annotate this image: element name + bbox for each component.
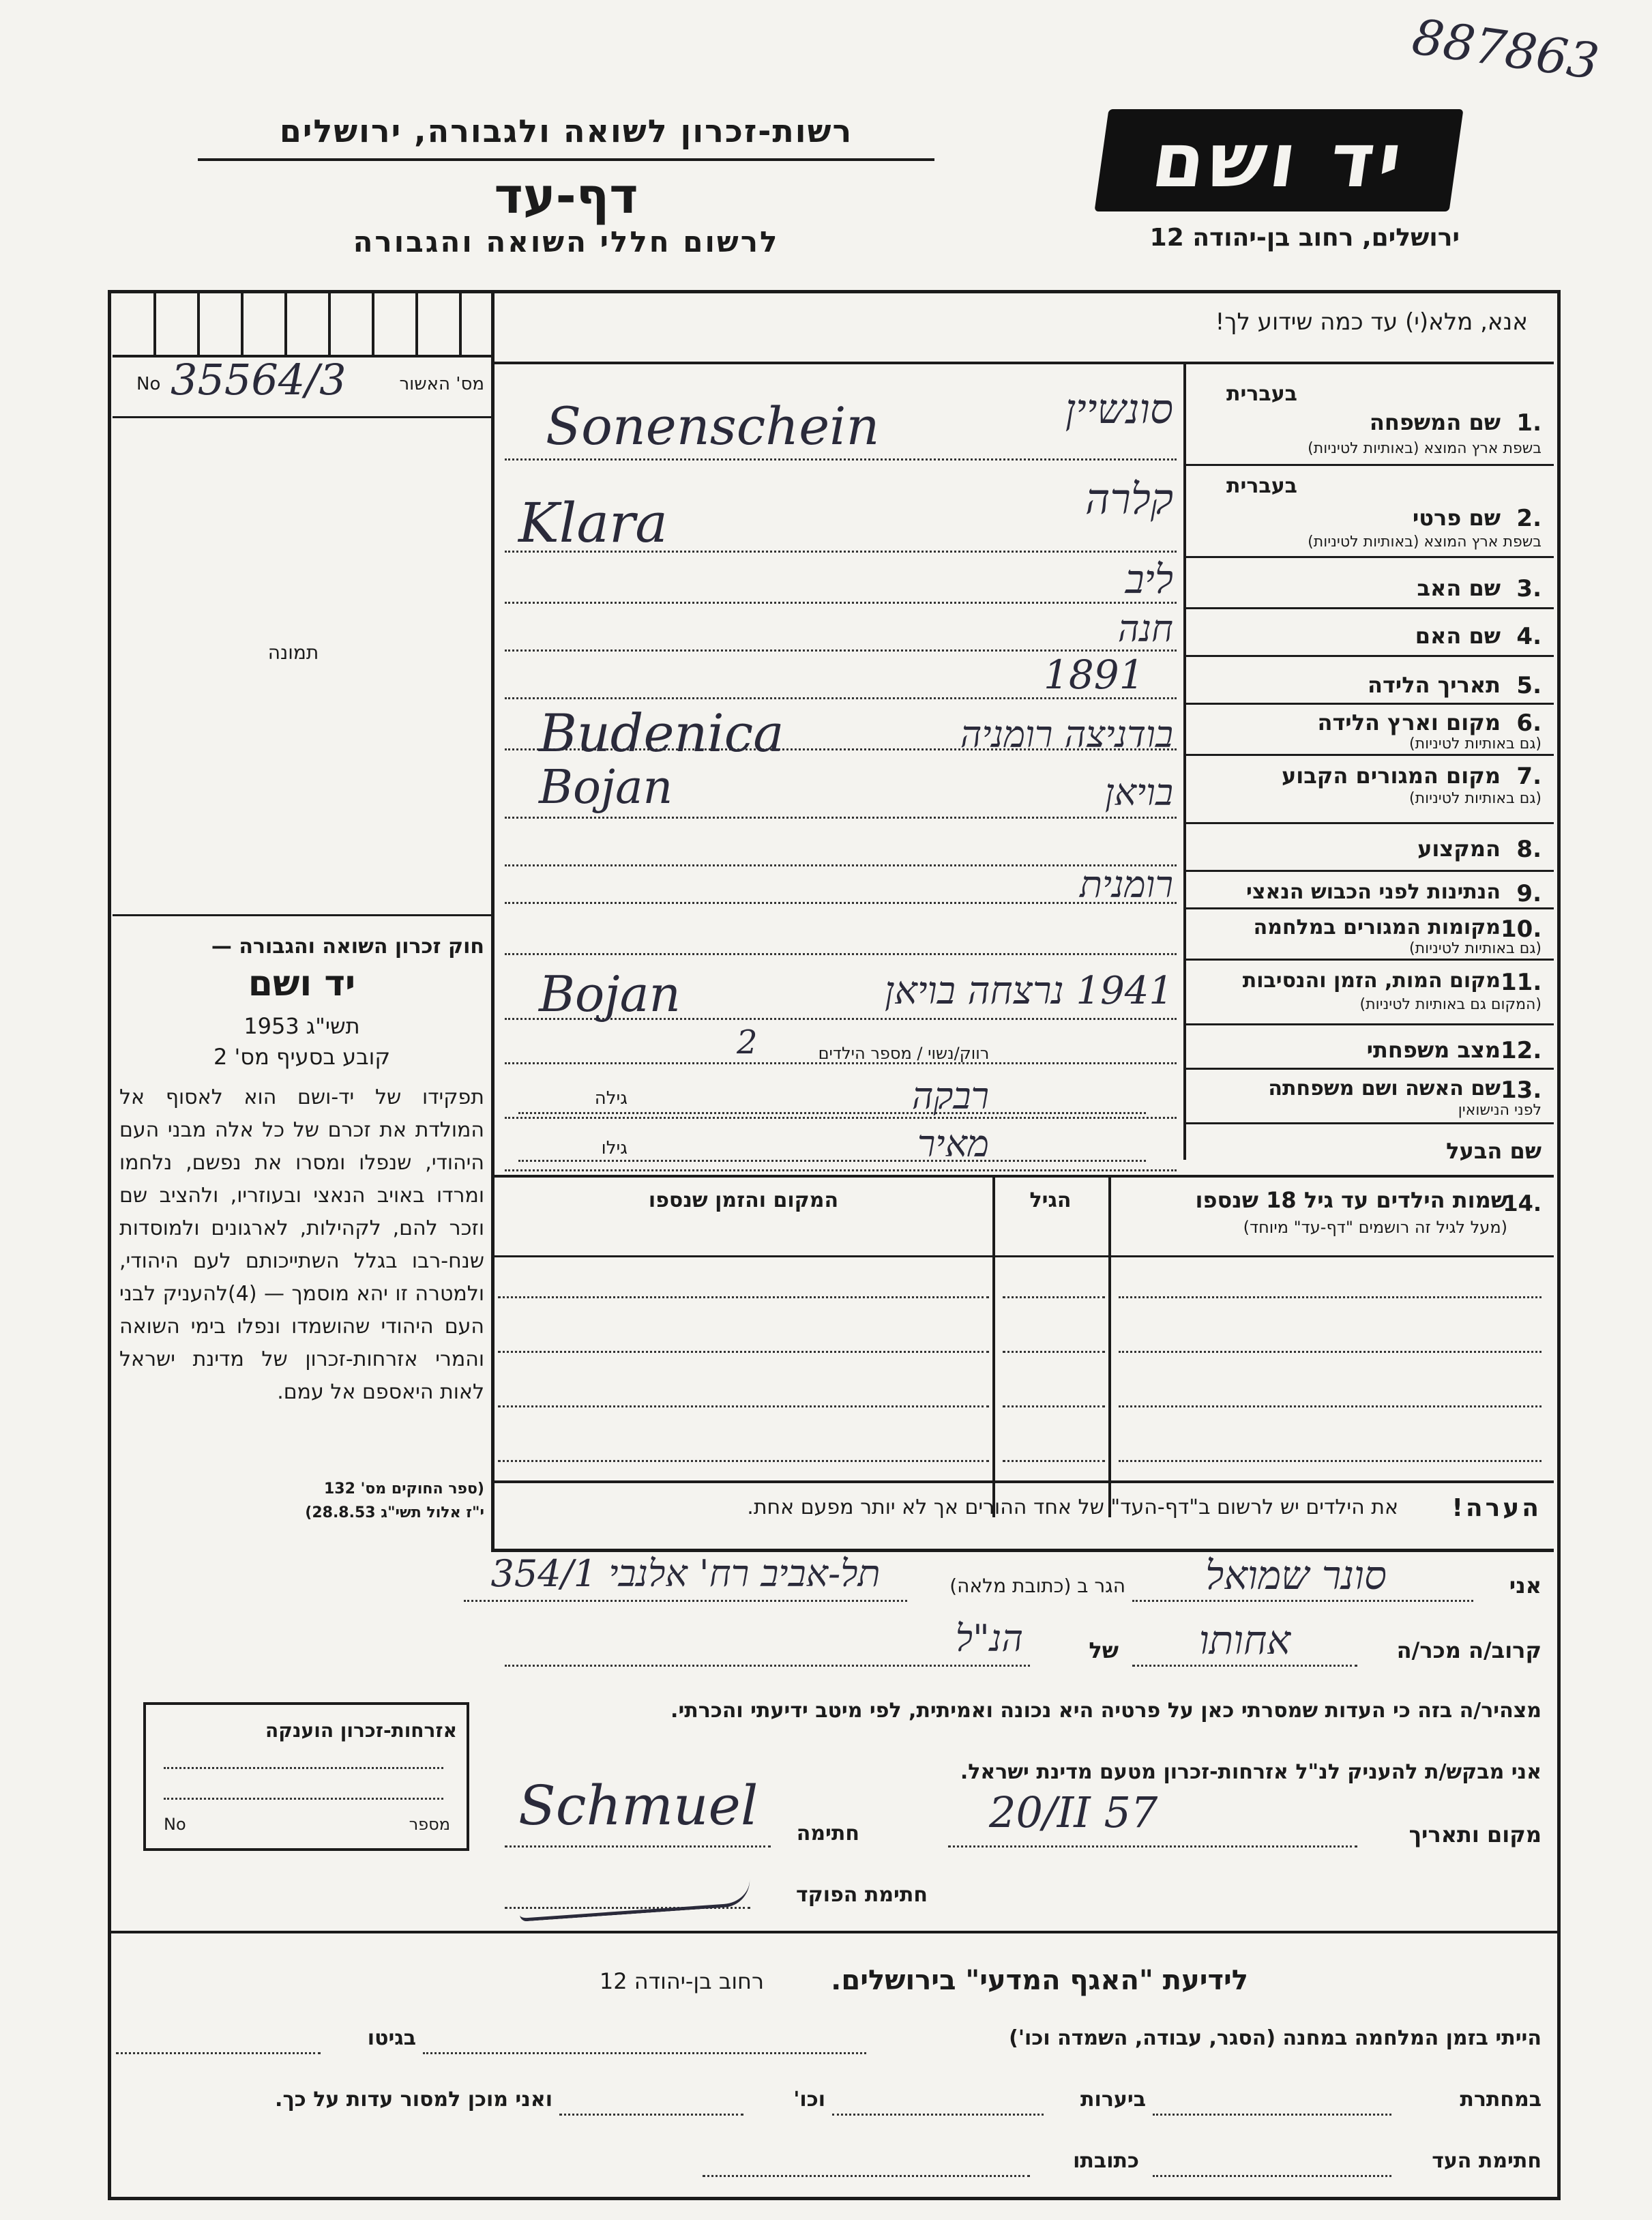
citizenship-no-label: No (164, 1815, 186, 1834)
field-3-num: 3. (1516, 575, 1542, 602)
field-1-hebrew[interactable]: סונשיין (1065, 385, 1173, 433)
husband-label: שם הבעל (1446, 1138, 1542, 1164)
field-10-sub: (גם באותיות לטיניות) (1409, 940, 1542, 957)
field-8-num: 8. (1516, 836, 1542, 863)
wife-value[interactable]: רבקה (911, 1075, 989, 1118)
field-7-num: 7. (1516, 763, 1542, 790)
decl-officer-label: חתימת הפוקד (796, 1883, 928, 1907)
children-count-value[interactable]: 2 (737, 1023, 758, 1062)
field-value-line (505, 458, 1177, 461)
law-ref-2: י"ז אלול תשי"ג 28.8.53) (305, 1504, 484, 1521)
field-4-label: שם האם (1415, 623, 1501, 649)
header-address: ירושלים, רחוב בן-יהודה 12 (1149, 224, 1460, 252)
field-7-latin[interactable]: Bojan (539, 761, 673, 815)
law-heading: חוק זכרון השואה והגבורה — (211, 935, 484, 959)
logo-text: יד ושם (1147, 117, 1411, 204)
decl-of-value[interactable]: הנ"ל (955, 1617, 1023, 1660)
children-num: 14. (1503, 1191, 1542, 1216)
field-13-num: 13. (1501, 1077, 1542, 1104)
field-10-label: מקומות המגורים במלחמה (1253, 916, 1501, 939)
footer-etc: וכו' (793, 2088, 825, 2112)
children-col-age: הגיל (1029, 1188, 1072, 1212)
footer-address-label: כתובתו (1073, 2149, 1139, 2173)
registration-number[interactable]: 35564/3 (171, 355, 346, 405)
law-ref-1: (ספר החוקים מס' 132 (323, 1480, 484, 1498)
decl-of-label: של (1089, 1637, 1119, 1663)
field-5-label: תאריך הלידה (1367, 672, 1501, 698)
registration-tick-bar (113, 293, 491, 357)
field-3-value[interactable]: ליב (1125, 556, 1173, 602)
field-2-label: שם פרטי (1412, 505, 1501, 531)
photo-label: תמונה (267, 641, 319, 664)
field-separator (1183, 754, 1554, 756)
footer-line1: הייתי בזמן המלחמה במחנה (הסגר, עבודה, השמדה וכו') (1009, 2026, 1542, 2050)
field-separator (1183, 907, 1554, 909)
field-4-num: 4. (1516, 623, 1542, 650)
decl-resident-label: הגר ב (כתובת מלאה) (949, 1575, 1125, 1597)
field-7-sub: (גם באותיות לטיניות) (1409, 790, 1542, 807)
field-separator (1183, 607, 1554, 609)
archive-number: 887863 (1408, 8, 1603, 91)
field-separator (1183, 556, 1554, 558)
field-2-latin[interactable]: Klara (518, 491, 668, 555)
field-11-sub: (המקום גם באותיות לטיניות) (1359, 996, 1542, 1013)
instruction: אנא, מלא(י) עד כמה שידוע לך! (1215, 308, 1528, 336)
field-9-label: הנתינות לפני הכבוש הנאצי (1246, 880, 1501, 904)
footer-hiding: במחתרת (1460, 2088, 1542, 2112)
field-6-label: מקום וארץ הלידה (1317, 710, 1501, 735)
field-separator (1183, 870, 1554, 872)
field-2-hebrew[interactable]: קלרה (1085, 474, 1173, 524)
decl-signature-value[interactable]: Schmuel (518, 1774, 758, 1837)
children-col-place: המקום והזמן שנספו (648, 1188, 839, 1212)
field-5-num: 5. (1516, 672, 1542, 699)
field-7-hebrew[interactable]: בויאן (1104, 771, 1173, 814)
registration-label: מס' האשור (399, 374, 484, 394)
field-11-latin[interactable]: Bojan (539, 965, 681, 1023)
field-separator (1183, 1068, 1554, 1070)
decl-place-date-label: מקום ותאריך (1408, 1822, 1542, 1847)
decl-name-value[interactable]: סונר שמואל (1205, 1552, 1387, 1598)
decl-ani-label: אני (1509, 1573, 1542, 1598)
field-12-label: מצב משפחתי (1366, 1037, 1501, 1063)
field-1-label: שם המשפחה (1369, 409, 1501, 435)
field-separator (1183, 1122, 1554, 1124)
decl-statement: מצהיר/ה בזה כי העדות שמסרתי כאן על פרטיה היא נכונה ואמיתית, לפי מיטב ידיעתי והכרתי. (670, 1699, 1542, 1723)
law-text: תפקידו של יד-ושם הוא לאסוף אל המולדת את זכרם של כל אלה מבני העם היהודי, שנפלו ומסרו את נפשם, נלחמו ומרדו באויב הנאצי ובעוזריו, ולהציב שם וזכר להם, לקהילות, לארגונים ולמוסדות שנח-רבו בגלל השתייכותם לעם היהודי, ולמטרה זו יהא מוסמך — (4)להעניק לבני העם היהודי שהושמדו ונפלו בימי השואה והמרי אזרחות-זכרון של מדינת ישראל לאות היאספם אל עמם. (119, 1085, 484, 1404)
field-separator (1183, 959, 1554, 961)
field-5-value[interactable]: 1891 (1044, 652, 1145, 698)
decl-address-value[interactable]: תל-אביב רח' אלנבי 354/1 (490, 1552, 881, 1595)
decl-relation-label: קרוב/ה מכר/ה (1396, 1637, 1542, 1663)
field-11-label: מקום המות, הזמן והנסיבות (1242, 969, 1501, 993)
citizenship-title: אזרחות-זכרון הוענקה (265, 1719, 457, 1742)
children-label: שמות הילדים עד גיל 18 שנספו (1195, 1187, 1507, 1213)
field-separator (1183, 464, 1554, 466)
children-sub-label: (מעל לגיל זה רושמים "דף-עד" מיוחד) (1243, 1218, 1507, 1237)
field-separator (1183, 1023, 1554, 1025)
field-11-num: 11. (1501, 969, 1542, 996)
field-12-num: 12. (1501, 1037, 1542, 1064)
citizenship-number-label: מספר (409, 1815, 450, 1834)
registration-no-label: No (136, 374, 161, 394)
field-9-num: 9. (1516, 880, 1542, 907)
field-1-latin[interactable]: Sonenschein (546, 396, 880, 456)
authority-line: רשות-זכרון לשואה ולגבורה, ירושלים (279, 113, 853, 149)
form-title: דף-עד (494, 167, 638, 224)
field-value-line (505, 953, 1177, 955)
field-8-label: המקצוע (1417, 836, 1501, 862)
field-13-sub: לפני הנישואין (1458, 1102, 1542, 1119)
field-1-lang: בעברית (1226, 382, 1297, 406)
field-10-num: 10. (1501, 916, 1542, 943)
age-value[interactable]: מאיר (917, 1122, 989, 1165)
field-3-label: שם האב (1417, 575, 1501, 601)
field-2-sub: בשפת ארץ המוצא (באותיות לטיניות) (1308, 534, 1542, 551)
decl-date-value[interactable]: 20/II 57 (989, 1787, 1158, 1837)
yad-vashem-logo (1094, 109, 1463, 211)
field-7-label: מקום המגורים הקבוע (1281, 763, 1501, 789)
field-6-hebrew[interactable]: בודניצה רומניה (960, 713, 1173, 756)
printed-note-12: רווק/נשוי / מספר הילדים (818, 1044, 990, 1063)
field-1-num: 1. (1516, 409, 1542, 437)
field-2-lang: בעברית (1226, 474, 1297, 498)
law-name: יד ושם (248, 963, 356, 1004)
field-value-line (505, 817, 1177, 819)
footer-title: לידיעת "האגף המדעי" בירושלים. (831, 1965, 1248, 1996)
field-6-num: 6. (1516, 710, 1542, 737)
law-year: תשי"ג 1953 (244, 1013, 360, 1039)
note-text: את הילדים יש לרשום ב"דף-העד" של אחד ההורים אך לא יותר מפעם אחת. (747, 1495, 1398, 1519)
field-separator (1183, 703, 1554, 705)
footer-ghetto-label: בגיטו (367, 2026, 416, 2050)
field-11-hebrew[interactable]: 1941 נרצחה בויאן (884, 969, 1173, 1013)
field-1-sub: בשפת ארץ המוצא (באותיות לטיניות) (1308, 440, 1542, 457)
field-separator (1183, 822, 1554, 824)
wife-label: גילה (594, 1088, 628, 1109)
decl-signature-label: חתימה (796, 1822, 859, 1845)
field-13-label: שם האשה ושם משפחתה (1268, 1077, 1501, 1100)
field-4-value[interactable]: חנה (1117, 607, 1173, 650)
footer-forests: ביערות (1080, 2088, 1146, 2112)
decl-request: אני מבקש/ת להעניק לנ"ל אזרחות-זכרון מטעם מדינת ישראל. (960, 1760, 1542, 1784)
footer-address: רחוב בן-יהודה 12 (599, 1968, 764, 1994)
footer-ready: ואני מוכן למסור עדות על כך. (275, 2088, 552, 2112)
form-subtitle: לרשום חללי השואה והגבורה (353, 225, 780, 259)
field-9-value[interactable]: רומנית (1079, 863, 1173, 906)
decl-relation-value[interactable]: אחותו (1198, 1617, 1291, 1663)
note-label: הערה! (1451, 1494, 1542, 1522)
footer-witness-sig: חתימת העד (1432, 2149, 1542, 2173)
field-6-latin[interactable]: Budenica (539, 703, 784, 763)
field-2-num: 2. (1516, 505, 1542, 532)
field-value-line (505, 1169, 1177, 1171)
law-section: קובע בסעיף מס' 2 (213, 1044, 391, 1070)
field-6-sub: (גם באותיות לטיניות) (1409, 735, 1542, 753)
field-separator (1183, 655, 1554, 657)
age-label: גילו (601, 1138, 628, 1158)
